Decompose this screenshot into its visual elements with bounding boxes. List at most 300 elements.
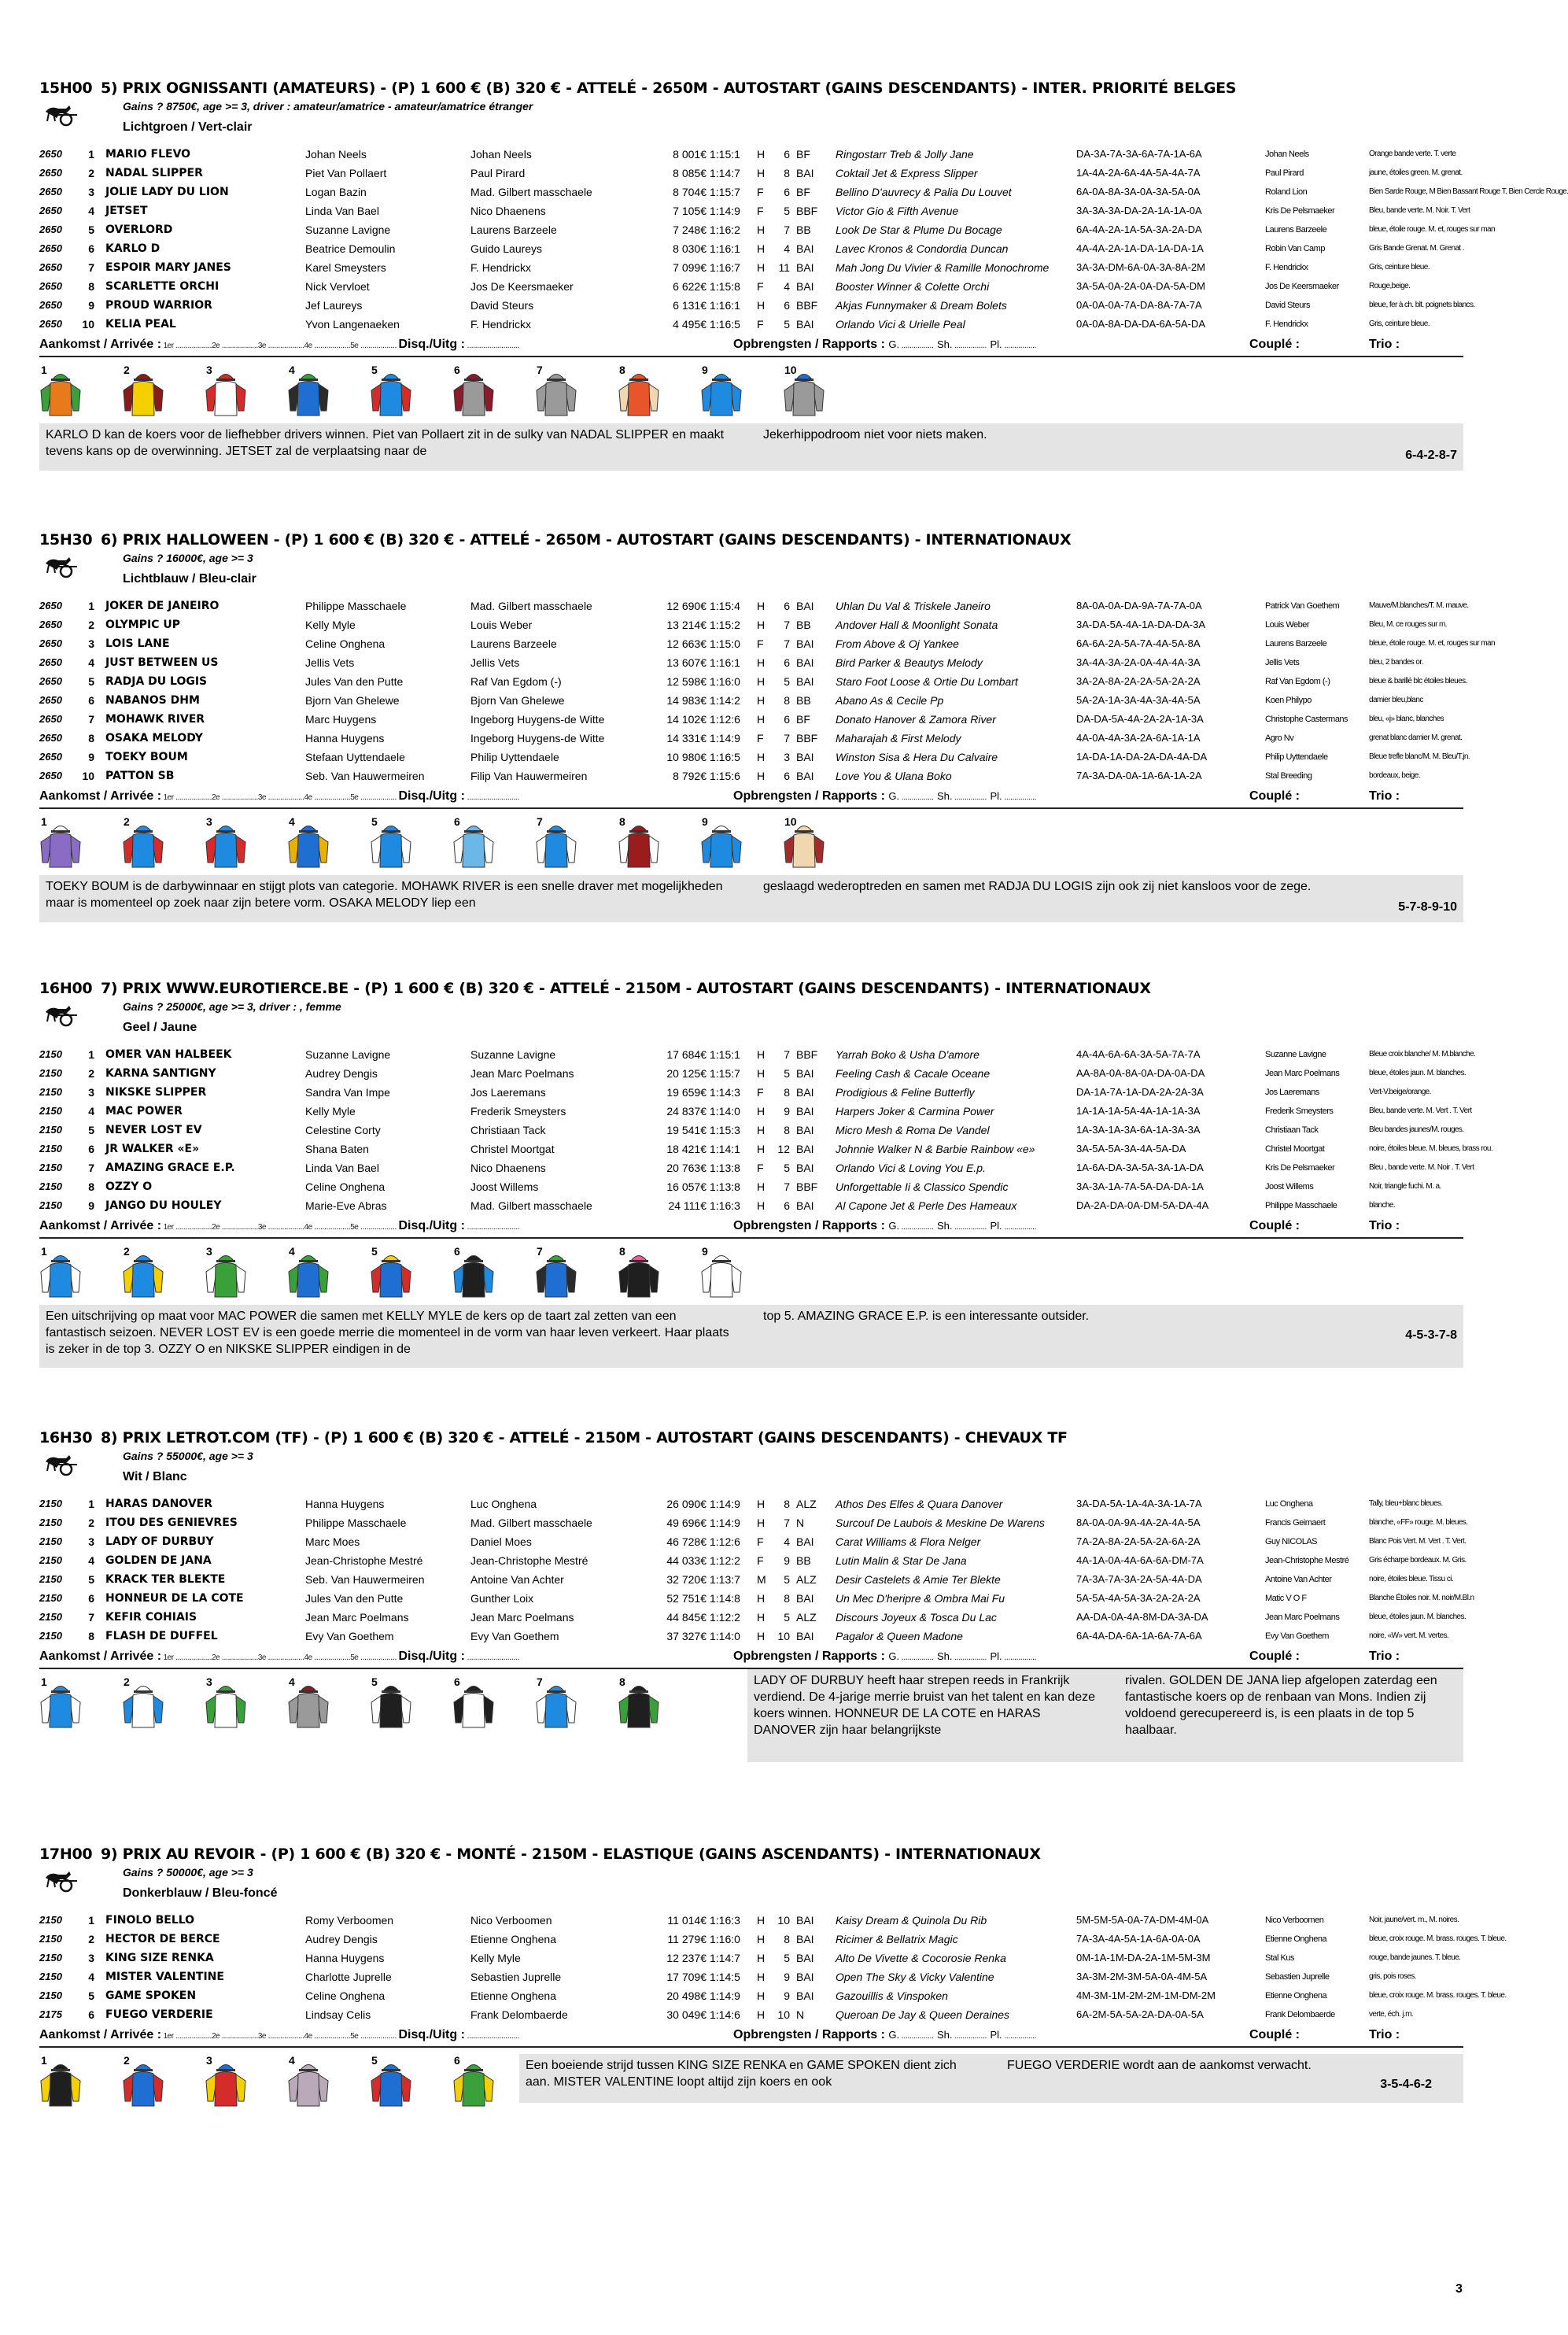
runner-shoe: BAI xyxy=(796,1105,814,1118)
runner-num: 9 xyxy=(88,1199,94,1212)
runner-trainer: Joost Willems xyxy=(470,1180,539,1193)
silk-number: 5 xyxy=(371,815,378,828)
comment-left: Een uitschrijving op maat voor MAC POWER die samen met KELLY MYLE de kers op de taart zal zetten van een fantastisch seizoen. NEVER LOST EV is een goede merrie die momenteel in de vorm van haar leven verkeert. Haar plaats is zeker in de top 3. OZZY O en NIKSKE SLIPPER eindigen in de xyxy=(46,1310,729,1356)
runner-dist: 2650 xyxy=(39,694,62,706)
runner-row xyxy=(39,672,1467,691)
runner-shoe: BAI xyxy=(796,1067,814,1080)
jockey-silk xyxy=(122,1245,166,1302)
runner-name: NEVER LOST EV xyxy=(105,1124,202,1136)
runner-silk-text: verte, éch. j.m. xyxy=(1369,2010,1413,2019)
runner-driver: Beatrice Demoulin xyxy=(305,242,396,255)
runner-num: 2 xyxy=(88,1067,94,1080)
runner-owner: Koen Philypo xyxy=(1265,696,1312,705)
runner-driver: Yvon Langenaeken xyxy=(305,318,400,331)
runner-num: 6 xyxy=(88,694,94,707)
runner-musique: 6A-6A-2A-5A-7A-4A-5A-8A xyxy=(1076,637,1201,649)
race-title xyxy=(39,977,1463,999)
runner-musique: 5A-5A-4A-5A-3A-2A-2A-2A xyxy=(1076,1592,1201,1604)
runner-trainer: Christel Moortgat xyxy=(470,1143,555,1155)
runner-gain: 11 279€ xyxy=(667,1933,707,1945)
runner-dist: 2650 xyxy=(39,713,62,725)
arrival-place: 3e xyxy=(257,342,266,350)
runner-driver: Jules Van den Putte xyxy=(305,675,404,688)
runner-shoe: BAI xyxy=(796,770,814,782)
runner-dist: 2175 xyxy=(39,2008,62,2020)
runner-record: 1:16:5 xyxy=(710,751,740,763)
runner-age: 4 xyxy=(784,242,790,255)
silk-number: 1 xyxy=(41,815,47,828)
runner-silk-text: Mauve/M.blanches/T. M. mauve. xyxy=(1369,601,1469,610)
comment-left: KARLO D kan de koers voor de liefhebber drivers winnen. Piet van Pollaert zit in de sulky van NADAL SLIPPER en maakt tevens kans op de overwinning. JETSET zal de verplaatsing naar de xyxy=(46,428,725,458)
runner-owner: Christophe Castermans xyxy=(1265,715,1348,724)
runner-record: 1:16:2 xyxy=(710,224,740,236)
rapport-g: G. xyxy=(888,2029,900,2041)
runner-trainer: Filip Van Hauwermeiren xyxy=(470,770,588,782)
runner-driver: Celine Onghena xyxy=(305,1180,386,1193)
runner-name: ESPOIR MARY JANES xyxy=(105,261,231,274)
jockey-silk-icon xyxy=(618,370,660,417)
runner-shoe: BAI xyxy=(796,1199,814,1212)
silk-number: 1 xyxy=(41,1676,47,1688)
runner-record: 1:14:9 xyxy=(710,732,740,744)
runner-age: 6 xyxy=(784,186,790,198)
runner-driver: Celine Onghena xyxy=(305,1990,386,2002)
runner-shoe: BAI xyxy=(796,656,814,669)
jockey-silk-icon xyxy=(205,2060,247,2108)
runner-sex: H xyxy=(757,600,766,612)
silk-number: 3 xyxy=(206,1676,212,1688)
runner-shoe: ALZ xyxy=(796,1498,817,1510)
silk-number: 7 xyxy=(537,1245,543,1258)
runner-num: 4 xyxy=(88,1554,94,1567)
runner-musique: 4A-1A-0A-4A-6A-6A-DM-7A xyxy=(1076,1554,1204,1566)
runner-row xyxy=(39,1532,1467,1551)
trio-label: Trio : xyxy=(1369,2028,1400,2041)
jockey-silk-icon xyxy=(370,1682,412,1729)
runner-shoe: BAI xyxy=(796,1952,814,1964)
arrival-place: 1er xyxy=(163,1223,174,1232)
runner-parents: Ricimer & Bellatrix Magic xyxy=(836,1933,958,1945)
disq-label: Disq./Uitg : xyxy=(398,1650,465,1663)
runner-driver: Jules Van den Putte xyxy=(305,1592,404,1605)
runner-row xyxy=(39,201,1470,220)
race-time: 15H30 xyxy=(39,531,93,549)
runner-name: LADY OF DURBUY xyxy=(105,1535,214,1548)
runner-sex: F xyxy=(757,1162,764,1174)
runner-num: 4 xyxy=(88,1971,94,1983)
runner-name: LOIS LANE xyxy=(105,637,170,650)
runner-num: 1 xyxy=(88,1914,94,1927)
runner-musique: 5A-2A-1A-3A-4A-3A-4A-5A xyxy=(1076,694,1201,706)
rapport-sh: Sh. xyxy=(937,338,953,350)
runner-dist: 2650 xyxy=(39,619,62,630)
runner-record: 1:12:6 xyxy=(710,1535,740,1548)
runner-dist: 2650 xyxy=(39,600,62,611)
jockey-silk-icon xyxy=(39,822,82,869)
runner-driver: Sandra Van Impe xyxy=(305,1086,390,1099)
arrival-place: 2e xyxy=(212,1653,220,1662)
runner-owner: Suzanne Lavigne xyxy=(1265,1050,1326,1059)
runner-musique: 3A-2A-8A-2A-2A-5A-2A-2A xyxy=(1076,675,1201,687)
runner-parents: Discours Joyeux & Tosca Du Lac xyxy=(836,1611,997,1624)
arrival-label: Aankomst / Arrivée : xyxy=(39,1650,162,1663)
runner-num: 8 xyxy=(88,280,94,293)
runner-silk-text: grenat blanc damier M. grenat. xyxy=(1369,733,1463,742)
runner-num: 10 xyxy=(82,770,94,782)
runner-record: 1:16:1 xyxy=(710,656,740,669)
runner-gain: 4 495€ xyxy=(673,318,707,331)
runner-parents: Micro Mesh & Roma De Vandel xyxy=(836,1124,990,1136)
runner-dist: 2150 xyxy=(39,1914,62,1926)
runner-musique: 7A-3A-4A-5A-1A-6A-0A-0A xyxy=(1076,1933,1201,1945)
runner-driver: Hanna Huygens xyxy=(305,732,385,744)
runner-name: RADJA DU LOGIS xyxy=(105,675,208,688)
runner-age: 11 xyxy=(778,261,790,274)
jockey-silk-icon xyxy=(618,1251,660,1299)
runner-gain: 26 090€ xyxy=(666,1498,707,1510)
race-conditions: Gains ? 8750€, age >= 3, driver : amateur/amatrice - amateur/amatrice étranger xyxy=(123,100,533,113)
runner-row xyxy=(39,258,1463,277)
runner-parents: Athos Des Elfes & Quara Danover xyxy=(836,1498,1003,1510)
runner-musique: 6A-2M-5A-5A-2A-DA-0A-5A xyxy=(1076,2008,1204,2020)
runner-num: 3 xyxy=(88,1535,94,1548)
runner-num: 3 xyxy=(88,1086,94,1099)
runner-num: 7 xyxy=(88,1162,94,1174)
runner-age: 6 xyxy=(784,1199,790,1212)
race-time: 16H30 xyxy=(39,1429,93,1446)
runner-name: KELIA PEAL xyxy=(105,318,176,331)
runner-row xyxy=(39,1570,1463,1589)
runner-parents: Queroan De Jay & Queen Deraines xyxy=(836,2008,1010,2021)
runner-row xyxy=(39,145,1463,164)
jockey-silk xyxy=(370,364,414,420)
rapports-label: Opbrengsten / Rapports : xyxy=(733,338,885,351)
runner-age: 9 xyxy=(784,1105,790,1118)
couple-field xyxy=(1249,1215,1300,1237)
runner-parents: Unforgettable Ii & Classico Spendic xyxy=(836,1180,1009,1193)
jockey-silk xyxy=(39,1245,83,1302)
trio-field xyxy=(1369,2024,1400,2046)
runner-trainer: Philip Uyttendaele xyxy=(470,751,559,763)
runner-sex: H xyxy=(757,1143,766,1155)
jockey-silk xyxy=(287,1676,331,1732)
runner-record: 1:16:1 xyxy=(710,299,740,312)
rapport-sh: Sh. xyxy=(937,790,953,802)
runner-sex: F xyxy=(757,205,764,217)
runner-silk-text: noire, étoiles bleue. Tissu ci. xyxy=(1369,1575,1454,1583)
sulky-cart-icon xyxy=(42,1868,79,1892)
runner-shoe: BAI xyxy=(796,1592,814,1605)
jockey-silk xyxy=(618,1676,662,1732)
runner-shoe: BAI xyxy=(796,1162,814,1174)
runner-gain: 11 014€ xyxy=(667,1914,707,1927)
runner-gain: 24 111€ xyxy=(668,1199,707,1212)
runner-name: HECTOR DE BERCE xyxy=(105,1933,220,1945)
runner-driver: Jean Marc Poelmans xyxy=(305,1611,409,1624)
runner-parents: Akjas Funnymaker & Dream Bolets xyxy=(836,299,1007,312)
runner-musique: 0M-1A-1M-DA-2A-1M-5M-3M xyxy=(1076,1952,1211,1964)
runner-age: 7 xyxy=(784,1180,790,1193)
runner-silk-text: jaune, étoiles green. M. grenat. xyxy=(1369,168,1463,177)
runner-musique: DA-3A-7A-3A-6A-7A-1A-6A xyxy=(1076,148,1202,160)
runner-trainer: Frank Delombaerde xyxy=(470,2008,568,2021)
runner-name: PROUD WARRIOR xyxy=(105,299,212,312)
runner-owner: Christiaan Tack xyxy=(1265,1125,1319,1135)
arrival-places: 1er ..................2e ..................3e ..................4e ..................5e .................. xyxy=(163,792,399,802)
race-title xyxy=(39,1843,1463,1865)
runner-gain: 8 704€ xyxy=(673,186,707,198)
runner-owner: Matic V O F xyxy=(1265,1594,1307,1603)
runner-shoe: BAI xyxy=(796,600,814,612)
runner-record: 1:14:3 xyxy=(710,1086,740,1099)
runner-owner: Patrick Van Goethem xyxy=(1265,601,1340,611)
runner-num: 5 xyxy=(88,1573,94,1586)
runner-age: 7 xyxy=(784,1517,790,1529)
runner-dist: 2650 xyxy=(39,205,62,216)
silk-number: 4 xyxy=(289,2054,295,2067)
jockey-silk xyxy=(535,815,579,872)
runner-age: 3 xyxy=(784,751,790,763)
runner-record: 1:13:7 xyxy=(710,1573,740,1586)
runner-name: HONNEUR DE LA COTE xyxy=(105,1592,244,1605)
runner-record: 1:14:2 xyxy=(710,694,740,707)
runner-driver: Audrey Dengis xyxy=(305,1933,378,1945)
runner-num: 9 xyxy=(88,751,94,763)
runner-parents: Desir Castelets & Amie Ter Blekte xyxy=(836,1573,1001,1586)
silk-number: 7 xyxy=(537,364,543,376)
jockey-silk-icon xyxy=(783,822,825,869)
runner-parents: Surcouf De Laubois & Meskine De Warens xyxy=(836,1517,1045,1529)
race-name: 6) PRIX HALLOWEEN - (P) 1 600 € (B) 320 € - ATTELÉ - 2650M - AUTOSTART (GAINS DESCENDANTS) - INTERNATIONAUX xyxy=(101,531,1072,549)
runner-shoe: BB xyxy=(796,1554,811,1567)
runner-age: 4 xyxy=(784,1535,790,1548)
runner-age: 7 xyxy=(784,1048,790,1061)
runner-row xyxy=(39,1551,1467,1570)
jockey-silk xyxy=(205,2054,249,2111)
arrival-place: 4e xyxy=(304,1653,312,1662)
runner-driver: Audrey Dengis xyxy=(305,1067,378,1080)
race-conditions: Gains ? 55000€, age >= 3 xyxy=(123,1450,253,1462)
runner-shoe: BAI xyxy=(796,280,814,293)
runner-record: 1:12:2 xyxy=(710,1554,740,1567)
runner-owner: Sebastien Juprelle xyxy=(1265,1972,1330,1982)
runner-silk-text: bleue, étoiles jaun. M. blanches. xyxy=(1369,1069,1467,1077)
runner-row xyxy=(39,1158,1474,1177)
race-block xyxy=(39,977,1493,1368)
runner-owner: David Steurs xyxy=(1265,301,1310,310)
runner-sex: H xyxy=(757,619,766,631)
disq-label: Disq./Uitg : xyxy=(398,1219,465,1232)
jockey-silk-icon xyxy=(122,822,164,869)
runner-row xyxy=(39,729,1463,748)
runner-gain: 46 728€ xyxy=(666,1535,707,1548)
runner-sex: F xyxy=(757,318,764,331)
runner-parents: Victor Gio & Fifth Avenue xyxy=(836,205,959,217)
jockey-silk xyxy=(452,815,496,872)
runner-row xyxy=(39,1064,1467,1083)
runner-parents: Bellino D'auvrecy & Palia Du Louvet xyxy=(836,186,1012,198)
runner-record: 1:15:7 xyxy=(710,186,740,198)
silk-number: 2 xyxy=(124,1245,130,1258)
runner-age: 8 xyxy=(784,1592,790,1605)
couple-field xyxy=(1249,2024,1300,2046)
runner-driver: Charlotte Juprelle xyxy=(305,1971,392,1983)
jockey-silk xyxy=(700,364,744,420)
couple-label: Couplé : xyxy=(1249,1650,1300,1663)
runner-dist: 2150 xyxy=(39,1990,62,2001)
silk-number: 8 xyxy=(619,1245,625,1258)
runner-name: FUEGO VERDERIE xyxy=(105,2008,213,2021)
jockey-silk xyxy=(39,815,83,872)
runner-driver: Bjorn Van Ghelewe xyxy=(305,694,400,707)
runner-shoe: BAI xyxy=(796,675,814,688)
couple-field xyxy=(1249,785,1300,807)
trio-field xyxy=(1369,334,1400,356)
runner-sex: H xyxy=(757,694,766,707)
runner-musique: 3A-4A-3A-2A-0A-4A-4A-3A xyxy=(1076,656,1201,668)
runner-gain: 44 033€ xyxy=(666,1554,707,1567)
runner-owner: Nico Verboomen xyxy=(1265,1916,1324,1925)
jockey-silk-icon xyxy=(452,1682,495,1729)
saddlecloth-color: Lichtblauw / Bleu-clair xyxy=(123,572,256,586)
runner-age: 5 xyxy=(784,1162,790,1174)
runner-sex: H xyxy=(757,1952,766,1964)
runner-owner: Jean Marc Poelmans xyxy=(1265,1613,1340,1622)
arrival-place: 2e xyxy=(212,2032,220,2041)
arrival-place: 5e xyxy=(350,1653,359,1662)
jockey-silk xyxy=(452,1676,496,1732)
jockey-silk-icon xyxy=(700,822,743,869)
runner-age: 10 xyxy=(777,1914,790,1927)
runner-record: 1:15:7 xyxy=(710,1067,740,1080)
runner-gain: 14 983€ xyxy=(666,694,707,707)
runner-gain: 17 709€ xyxy=(666,1971,707,1983)
runner-dist: 2650 xyxy=(39,732,62,744)
runner-driver: Piet Van Pollaert xyxy=(305,167,387,179)
runner-gain: 8 001€ xyxy=(673,148,707,161)
runner-musique: 6A-4A-DA-6A-1A-6A-7A-6A xyxy=(1076,1630,1202,1642)
race-name: 9) PRIX AU REVOIR - (P) 1 600 € (B) 320 € - MONTÉ - 2150M - ELASTIQUE (GAINS ASCENDANTS) - INTERNATIONAUX xyxy=(101,1845,1041,1863)
runner-age: 6 xyxy=(784,600,790,612)
runner-silk-text: Noir, jaune/vert. m., M. noires. xyxy=(1369,1916,1459,1924)
runner-name: JOLIE LADY DU LION xyxy=(105,186,229,198)
runner-age: 7 xyxy=(784,637,790,650)
runner-driver: Celine Onghena xyxy=(305,637,386,650)
runner-dist: 2150 xyxy=(39,1971,62,1982)
runner-age: 8 xyxy=(784,1086,790,1099)
runner-record: 1:15:3 xyxy=(710,1124,740,1136)
runners-table xyxy=(39,597,1495,785)
runner-gain: 20 498€ xyxy=(666,1990,707,2002)
runner-dist: 2150 xyxy=(39,1573,62,1585)
jockey-silk-icon xyxy=(370,822,412,869)
runner-age: 10 xyxy=(777,1630,790,1642)
runner-driver: Kelly Myle xyxy=(305,619,356,631)
runner-shoe: ALZ xyxy=(796,1573,817,1586)
runner-parents: Kaisy Dream & Quinola Du Rib xyxy=(836,1914,987,1927)
runner-sex: H xyxy=(757,242,766,255)
rapport-pl: Pl. xyxy=(990,2029,1002,2041)
runner-owner: Robin Van Camp xyxy=(1265,244,1325,253)
runner-gain: 16 057€ xyxy=(666,1180,707,1193)
runner-silk-text: bleue, croix rouge. M. brass. rouges. T. bleue. xyxy=(1369,1934,1507,1943)
runner-sex: H xyxy=(757,167,766,179)
runner-num: 3 xyxy=(88,186,94,198)
jockey-silk-icon xyxy=(287,2060,330,2108)
jockey-silk-icon xyxy=(39,1251,82,1299)
runner-record: 1:14:9 xyxy=(710,1990,740,2002)
runner-silk-text: noire, étoiles bleue. M. bleues, brass rou. xyxy=(1369,1144,1493,1153)
jockey-silk-icon xyxy=(535,1251,577,1299)
runner-driver: Romy Verboomen xyxy=(305,1914,394,1927)
runner-name: JETSET xyxy=(105,205,148,217)
runner-parents: Orlando Vici & Loving You E.p. xyxy=(836,1162,986,1174)
rapport-g: G. xyxy=(888,1650,900,1662)
runner-parents: Johnnie Walker N & Barbie Rainbow «e» xyxy=(836,1143,1035,1155)
runner-shoe: BAI xyxy=(796,261,814,274)
runner-age: 10 xyxy=(777,2008,790,2021)
runner-num: 8 xyxy=(88,1180,94,1193)
silk-number: 2 xyxy=(124,815,130,828)
arrival-line: Aankomst / Arrivée : 1er ..................2e ..................3e ..................4e ..................5e .................. Disq./Uitg : .......................... Opbrengsten / Rapports : G. ................ Sh. ................ Pl. ................ Couplé : Trio : xyxy=(39,1646,1463,1669)
jockey-silk-icon xyxy=(452,2060,495,2108)
runner-silk-text: bordeaux, beige. xyxy=(1369,771,1420,780)
silk-number: 4 xyxy=(289,1245,295,1258)
arrival-places: 1er ..................2e ..................3e ..................4e ..................5e .................. xyxy=(163,1222,399,1232)
runner-sex: H xyxy=(757,1592,766,1605)
trio-label: Trio : xyxy=(1369,1219,1400,1232)
runner-dist: 2650 xyxy=(39,261,62,273)
runner-name: KING SIZE RENKA xyxy=(105,1952,214,1964)
trio-field xyxy=(1369,1646,1400,1668)
silk-number: 10 xyxy=(784,364,797,376)
silk-number: 10 xyxy=(784,815,797,828)
runner-shoe: BAI xyxy=(796,637,814,650)
runner-num: 1 xyxy=(88,1498,94,1510)
runner-age: 5 xyxy=(784,1067,790,1080)
race-title xyxy=(39,1427,1463,1449)
runner-dist: 2650 xyxy=(39,675,62,687)
silk-number: 5 xyxy=(371,1245,378,1258)
comment-right: geslaagd wederoptreden en samen met RADJA DU LOGIS zijn ook zij niet kansloos voor de zege. xyxy=(763,880,1312,893)
saddlecloth-color: Donkerblauw / Bleu-foncé xyxy=(123,1886,278,1900)
runner-row xyxy=(39,1930,1507,1949)
runner-row xyxy=(39,239,1463,258)
rapport-pl: Pl. xyxy=(990,1220,1002,1232)
silk-number: 5 xyxy=(371,364,378,376)
runner-gain: 7 248€ xyxy=(673,224,707,236)
runner-age: 7 xyxy=(784,732,790,744)
runner-shoe: BAI xyxy=(796,242,814,255)
jockey-silk-icon xyxy=(535,822,577,869)
runner-gain: 8 030€ xyxy=(673,242,707,255)
runner-record: 1:15:1 xyxy=(710,148,740,161)
jockey-silk-icon xyxy=(205,822,247,869)
arrival-place: 3e xyxy=(257,2032,266,2041)
arrival-place: 1er xyxy=(163,2032,174,2041)
comment-left: LADY OF DURBUY heeft haar strepen reeds in Frankrijk verdiend. De 4-jarige merrie bruist van het talent en kan deze koers winnen. HONNEUR DE LA COTE en HARAS DANOVER zijn haar belangrijkste xyxy=(754,1674,1096,1737)
jockey-silk-icon xyxy=(39,1682,82,1729)
runner-row xyxy=(39,748,1470,767)
jockey-silk-icon xyxy=(535,370,577,417)
rapport-g: G. xyxy=(888,1220,900,1232)
jockey-silk xyxy=(783,815,827,872)
silks-row xyxy=(39,1239,1463,1302)
runner-dist: 2150 xyxy=(39,1535,62,1547)
arrival-place: 1er xyxy=(163,342,174,350)
jockey-silk xyxy=(122,815,166,872)
runner-gain: 49 696€ xyxy=(666,1517,707,1529)
